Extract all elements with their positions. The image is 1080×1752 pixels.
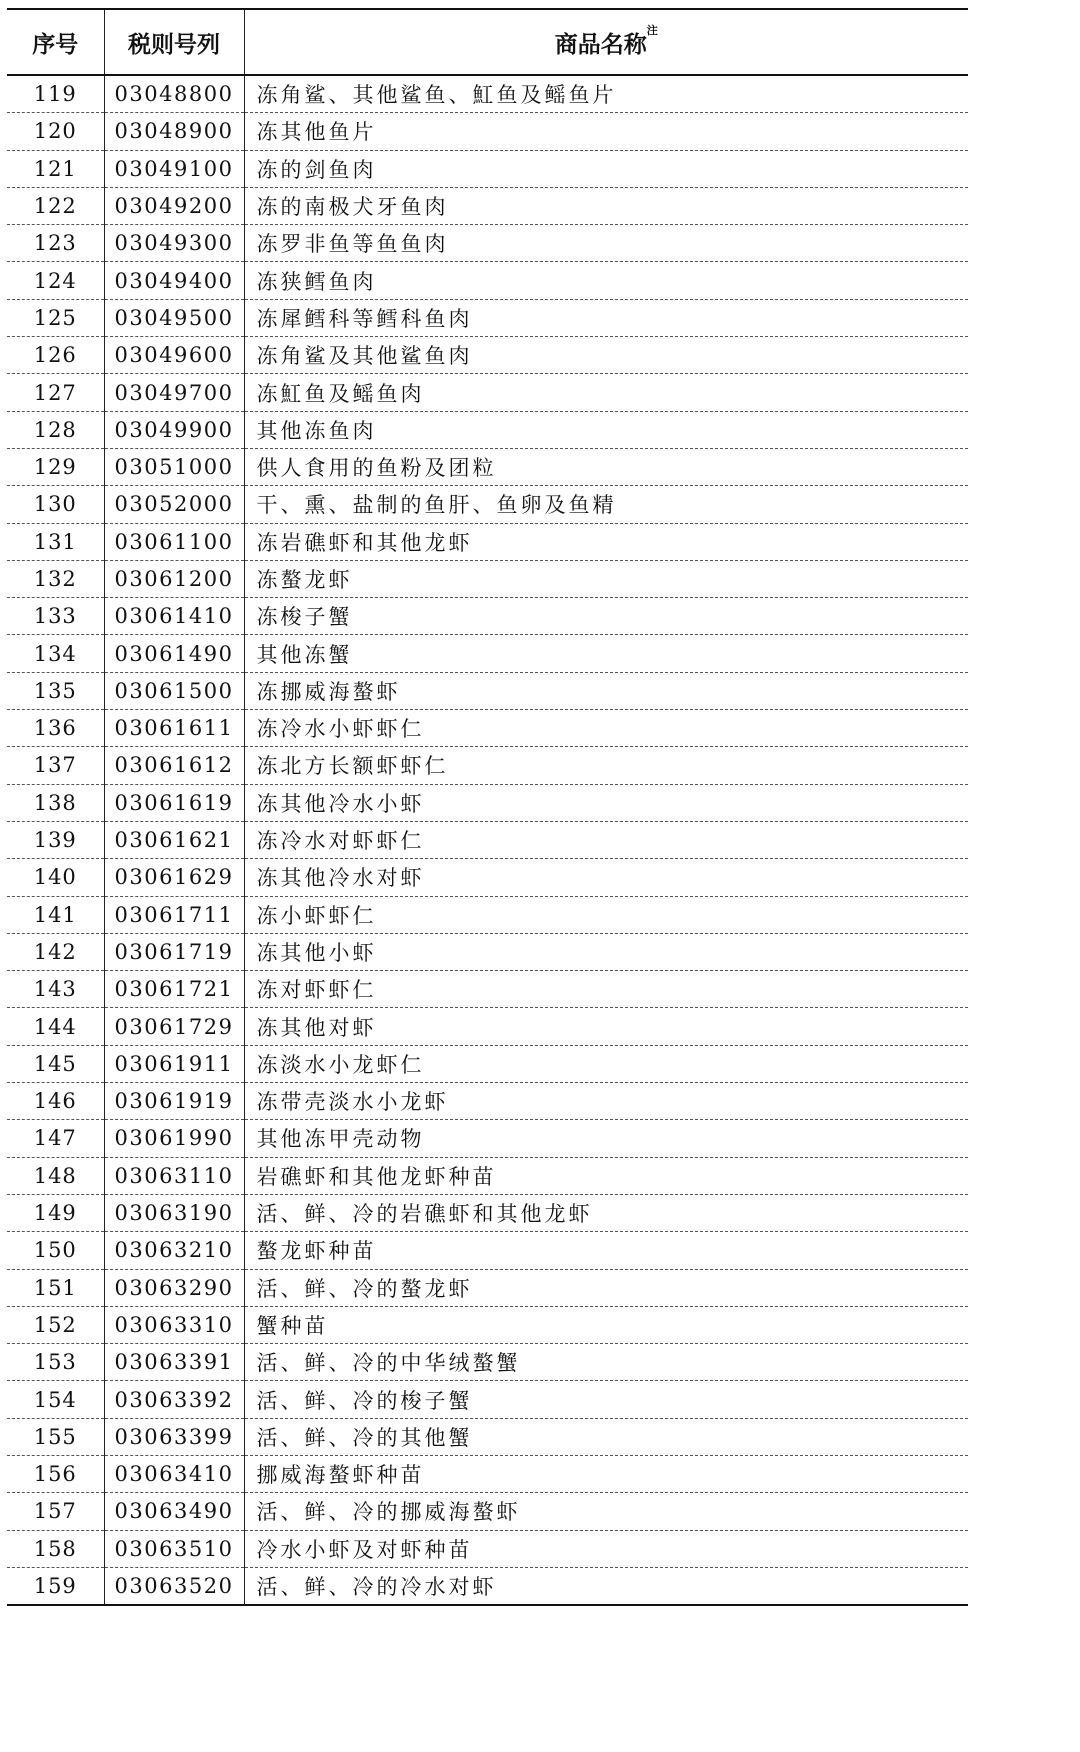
row-tariff-code: 03048900 xyxy=(104,113,244,150)
row-tariff-code: 03061721 xyxy=(104,971,244,1008)
row-tariff-code: 03061621 xyxy=(104,821,244,858)
row-tariff-code: 03061612 xyxy=(104,747,244,784)
table-row xyxy=(7,374,968,411)
row-product-name: 冻冷水对虾虾仁 xyxy=(244,821,968,858)
row-product-name: 供人食用的鱼粉及团粒 xyxy=(244,448,968,485)
row-seq: 121 xyxy=(7,150,104,187)
row-tariff-code: 03061711 xyxy=(104,896,244,933)
row-seq: 155 xyxy=(7,1418,104,1455)
row-product-name: 活、鲜、冷的其他蟹 xyxy=(244,1418,968,1455)
header-name-note: 注 xyxy=(646,23,658,37)
row-seq: 141 xyxy=(7,896,104,933)
table-row xyxy=(7,299,968,336)
row-tariff-code: 03063290 xyxy=(104,1269,244,1306)
row-tariff-code: 03063490 xyxy=(104,1493,244,1530)
row-product-name: 冻带壳淡水小龙虾 xyxy=(244,1083,968,1120)
header-row xyxy=(7,9,968,75)
row-product-name: 岩礁虾和其他龙虾种苗 xyxy=(244,1157,968,1194)
row-tariff-code: 03061100 xyxy=(104,523,244,560)
row-tariff-code: 03052000 xyxy=(104,486,244,523)
table-row xyxy=(7,1045,968,1082)
row-tariff-code: 03049200 xyxy=(104,187,244,224)
table-row xyxy=(7,859,968,896)
row-product-name: 冻犀鳕科等鳕科鱼肉 xyxy=(244,299,968,336)
table-row xyxy=(7,1344,968,1381)
row-seq: 143 xyxy=(7,971,104,1008)
row-seq: 125 xyxy=(7,299,104,336)
row-tariff-code: 03061200 xyxy=(104,560,244,597)
table-row xyxy=(7,896,968,933)
row-tariff-code: 03061919 xyxy=(104,1083,244,1120)
row-product-name: 冻岩礁虾和其他龙虾 xyxy=(244,523,968,560)
row-seq: 127 xyxy=(7,374,104,411)
table-row xyxy=(7,75,968,113)
row-product-name: 冻螯龙虾 xyxy=(244,560,968,597)
table-row xyxy=(7,411,968,448)
table-row xyxy=(7,1232,968,1269)
row-tariff-code: 03063510 xyxy=(104,1530,244,1567)
row-seq: 137 xyxy=(7,747,104,784)
row-seq: 154 xyxy=(7,1381,104,1418)
row-product-name: 活、鲜、冷的岩礁虾和其他龙虾 xyxy=(244,1194,968,1231)
table-row xyxy=(7,710,968,747)
tariff-table xyxy=(7,8,968,1606)
row-product-name: 活、鲜、冷的冷水对虾 xyxy=(244,1567,968,1605)
table-row xyxy=(7,1194,968,1231)
table-row xyxy=(7,150,968,187)
table-row xyxy=(7,1455,968,1492)
table-row xyxy=(7,1306,968,1343)
row-product-name: 冻冷水小虾虾仁 xyxy=(244,710,968,747)
row-seq: 150 xyxy=(7,1232,104,1269)
row-seq: 136 xyxy=(7,710,104,747)
row-seq: 146 xyxy=(7,1083,104,1120)
table-row xyxy=(7,523,968,560)
header-name-label: 商品名称 xyxy=(554,31,647,58)
row-tariff-code: 03048800 xyxy=(104,75,244,113)
row-product-name: 冻其他冷水对虾 xyxy=(244,859,968,896)
row-seq: 148 xyxy=(7,1157,104,1194)
table-row xyxy=(7,560,968,597)
row-product-name: 冻淡水小龙虾仁 xyxy=(244,1045,968,1082)
row-tariff-code: 03049100 xyxy=(104,150,244,187)
row-tariff-code: 03061619 xyxy=(104,784,244,821)
table-row xyxy=(7,1157,968,1194)
table-row xyxy=(7,1083,968,1120)
row-tariff-code: 03061911 xyxy=(104,1045,244,1082)
row-tariff-code: 03061410 xyxy=(104,598,244,635)
row-product-name: 螯龙虾种苗 xyxy=(244,1232,968,1269)
table-header xyxy=(7,9,968,75)
row-product-name: 活、鲜、冷的中华绒螯蟹 xyxy=(244,1344,968,1381)
row-product-name: 其他冻蟹 xyxy=(244,635,968,672)
table-row xyxy=(7,113,968,150)
row-product-name: 冻的剑鱼肉 xyxy=(244,150,968,187)
row-product-name: 冻魟鱼及鳐鱼肉 xyxy=(244,374,968,411)
table-row xyxy=(7,448,968,485)
row-seq: 139 xyxy=(7,821,104,858)
row-product-name: 冻北方长额虾虾仁 xyxy=(244,747,968,784)
table-row xyxy=(7,1530,968,1567)
row-seq: 124 xyxy=(7,262,104,299)
row-tariff-code: 03063399 xyxy=(104,1418,244,1455)
row-tariff-code: 03061729 xyxy=(104,1008,244,1045)
row-seq: 147 xyxy=(7,1120,104,1157)
row-product-name: 干、熏、盐制的鱼肝、鱼卵及鱼精 xyxy=(244,486,968,523)
table-row xyxy=(7,933,968,970)
table-body xyxy=(7,75,968,1605)
row-tariff-code: 03049300 xyxy=(104,225,244,262)
table-row xyxy=(7,598,968,635)
row-tariff-code: 03063190 xyxy=(104,1194,244,1231)
row-seq: 152 xyxy=(7,1306,104,1343)
row-product-name: 冻其他冷水小虾 xyxy=(244,784,968,821)
table-row xyxy=(7,1381,968,1418)
row-product-name: 其他冻甲壳动物 xyxy=(244,1120,968,1157)
row-seq: 133 xyxy=(7,598,104,635)
row-product-name: 冻的南极犬牙鱼肉 xyxy=(244,187,968,224)
header-seq: 序号 xyxy=(7,9,104,75)
row-tariff-code: 03049700 xyxy=(104,374,244,411)
row-product-name: 冻梭子蟹 xyxy=(244,598,968,635)
table-row xyxy=(7,1567,968,1605)
row-product-name: 挪威海螯虾种苗 xyxy=(244,1455,968,1492)
table-row xyxy=(7,635,968,672)
row-seq: 128 xyxy=(7,411,104,448)
table-row xyxy=(7,262,968,299)
row-tariff-code: 03063210 xyxy=(104,1232,244,1269)
row-seq: 120 xyxy=(7,113,104,150)
row-product-name: 冻狭鳕鱼肉 xyxy=(244,262,968,299)
row-tariff-code: 03061500 xyxy=(104,672,244,709)
row-product-name: 活、鲜、冷的螯龙虾 xyxy=(244,1269,968,1306)
table-row xyxy=(7,1120,968,1157)
header-name xyxy=(244,9,968,75)
row-seq: 153 xyxy=(7,1344,104,1381)
row-seq: 130 xyxy=(7,486,104,523)
row-seq: 135 xyxy=(7,672,104,709)
row-tariff-code: 03063392 xyxy=(104,1381,244,1418)
row-tariff-code: 03061611 xyxy=(104,710,244,747)
row-tariff-code: 03061629 xyxy=(104,859,244,896)
row-product-name: 冻罗非鱼等鱼鱼肉 xyxy=(244,225,968,262)
row-seq: 140 xyxy=(7,859,104,896)
table-row xyxy=(7,1269,968,1306)
row-product-name: 冻角鲨、其他鲨鱼、魟鱼及鳐鱼片 xyxy=(244,75,968,113)
table-row xyxy=(7,672,968,709)
row-seq: 156 xyxy=(7,1455,104,1492)
row-product-name: 冻其他鱼片 xyxy=(244,113,968,150)
row-seq: 132 xyxy=(7,560,104,597)
row-tariff-code: 03049400 xyxy=(104,262,244,299)
row-seq: 129 xyxy=(7,448,104,485)
tariff-table-page xyxy=(7,8,968,1606)
row-product-name: 蟹种苗 xyxy=(244,1306,968,1343)
row-tariff-code: 03063310 xyxy=(104,1306,244,1343)
row-product-name: 活、鲜、冷的梭子蟹 xyxy=(244,1381,968,1418)
row-seq: 157 xyxy=(7,1493,104,1530)
row-product-name: 冻挪威海螯虾 xyxy=(244,672,968,709)
table-row xyxy=(7,1418,968,1455)
row-seq: 149 xyxy=(7,1194,104,1231)
row-product-name: 冻角鲨及其他鲨鱼肉 xyxy=(244,337,968,374)
row-tariff-code: 03049900 xyxy=(104,411,244,448)
table-row xyxy=(7,486,968,523)
row-product-name: 其他冻鱼肉 xyxy=(244,411,968,448)
table-row xyxy=(7,784,968,821)
row-seq: 131 xyxy=(7,523,104,560)
row-seq: 138 xyxy=(7,784,104,821)
table-row xyxy=(7,225,968,262)
row-tariff-code: 03063520 xyxy=(104,1567,244,1605)
row-product-name: 冻其他对虾 xyxy=(244,1008,968,1045)
table-row xyxy=(7,971,968,1008)
row-product-name: 活、鲜、冷的挪威海螯虾 xyxy=(244,1493,968,1530)
row-tariff-code: 03061490 xyxy=(104,635,244,672)
row-tariff-code: 03049600 xyxy=(104,337,244,374)
row-tariff-code: 03063110 xyxy=(104,1157,244,1194)
row-tariff-code: 03061719 xyxy=(104,933,244,970)
table-row xyxy=(7,337,968,374)
row-seq: 119 xyxy=(7,75,104,113)
table-row xyxy=(7,1493,968,1530)
row-seq: 123 xyxy=(7,225,104,262)
row-seq: 126 xyxy=(7,337,104,374)
row-seq: 144 xyxy=(7,1008,104,1045)
row-seq: 159 xyxy=(7,1567,104,1605)
row-tariff-code: 03051000 xyxy=(104,448,244,485)
table-row xyxy=(7,821,968,858)
table-row xyxy=(7,187,968,224)
row-seq: 142 xyxy=(7,933,104,970)
row-tariff-code: 03063391 xyxy=(104,1344,244,1381)
row-product-name: 冻小虾虾仁 xyxy=(244,896,968,933)
row-tariff-code: 03049500 xyxy=(104,299,244,336)
table-row xyxy=(7,747,968,784)
table-row xyxy=(7,1008,968,1045)
row-seq: 151 xyxy=(7,1269,104,1306)
row-tariff-code: 03061990 xyxy=(104,1120,244,1157)
row-seq: 145 xyxy=(7,1045,104,1082)
row-seq: 134 xyxy=(7,635,104,672)
row-product-name: 冻其他小虾 xyxy=(244,933,968,970)
row-product-name: 冷水小虾及对虾种苗 xyxy=(244,1530,968,1567)
header-code: 税则号列 xyxy=(104,9,244,75)
row-product-name: 冻对虾虾仁 xyxy=(244,971,968,1008)
row-tariff-code: 03063410 xyxy=(104,1455,244,1492)
row-seq: 122 xyxy=(7,187,104,224)
row-seq: 158 xyxy=(7,1530,104,1567)
